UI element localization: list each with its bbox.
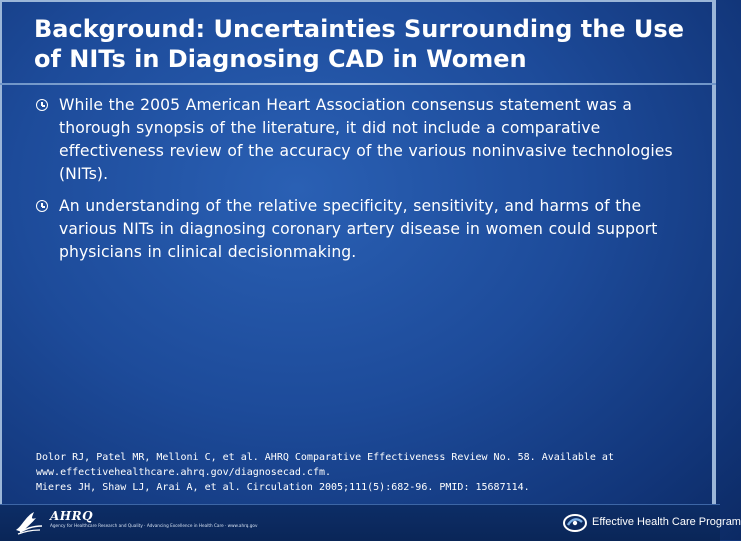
ahrq-logo xyxy=(50,509,258,535)
reference-line: Dolor RJ, Patel MR, Melloni C, et al. AHRQ Comparative Effectiveness Review No. 58. Available at xyxy=(36,452,614,463)
hhs-eagle-logo xyxy=(12,506,46,536)
references xyxy=(36,450,676,495)
clock-icon xyxy=(36,99,48,111)
bullet-text: While the 2005 American Heart Association consensus statement was a thorough synopsis of the literature, it did not include a comparative effectiveness review of the accuracy of the various noninvasive technologies (NITs). xyxy=(59,96,673,183)
bullet-item xyxy=(36,94,696,186)
slide-title: Background: Uncertainties Surrounding the Use of NITs in Diagnosing CAD in Women xyxy=(34,15,684,73)
clock-icon xyxy=(36,200,48,212)
title-divider xyxy=(0,83,716,85)
bullet-text: An understanding of the relative specificity, sensitivity, and harms of the various NITs in diagnosing coronary artery disease in women could support physicians in clinical decisionmaking. xyxy=(59,197,658,261)
effective-health-care-program-label: Effective Health Care Program xyxy=(592,516,741,528)
effective-health-care-logo-icon xyxy=(562,512,588,534)
bullet-item xyxy=(36,195,696,264)
ahrq-tagline: Agency for Healthcare Research and Quality · Advancing Excellence in Health Care · www.ahrq.gov xyxy=(50,523,258,528)
bullet-list xyxy=(36,94,696,273)
reference-url[interactable]: www.effectivehealthcare.ahrq.gov/diagnosecad.cfm. xyxy=(36,467,332,478)
ahrq-wordmark: AHRQ xyxy=(50,509,94,523)
reference-line: Mieres JH, Shaw LJ, Arai A, et al. Circulation 2005;111(5):682-96. PMID: 15687114. xyxy=(36,482,530,493)
